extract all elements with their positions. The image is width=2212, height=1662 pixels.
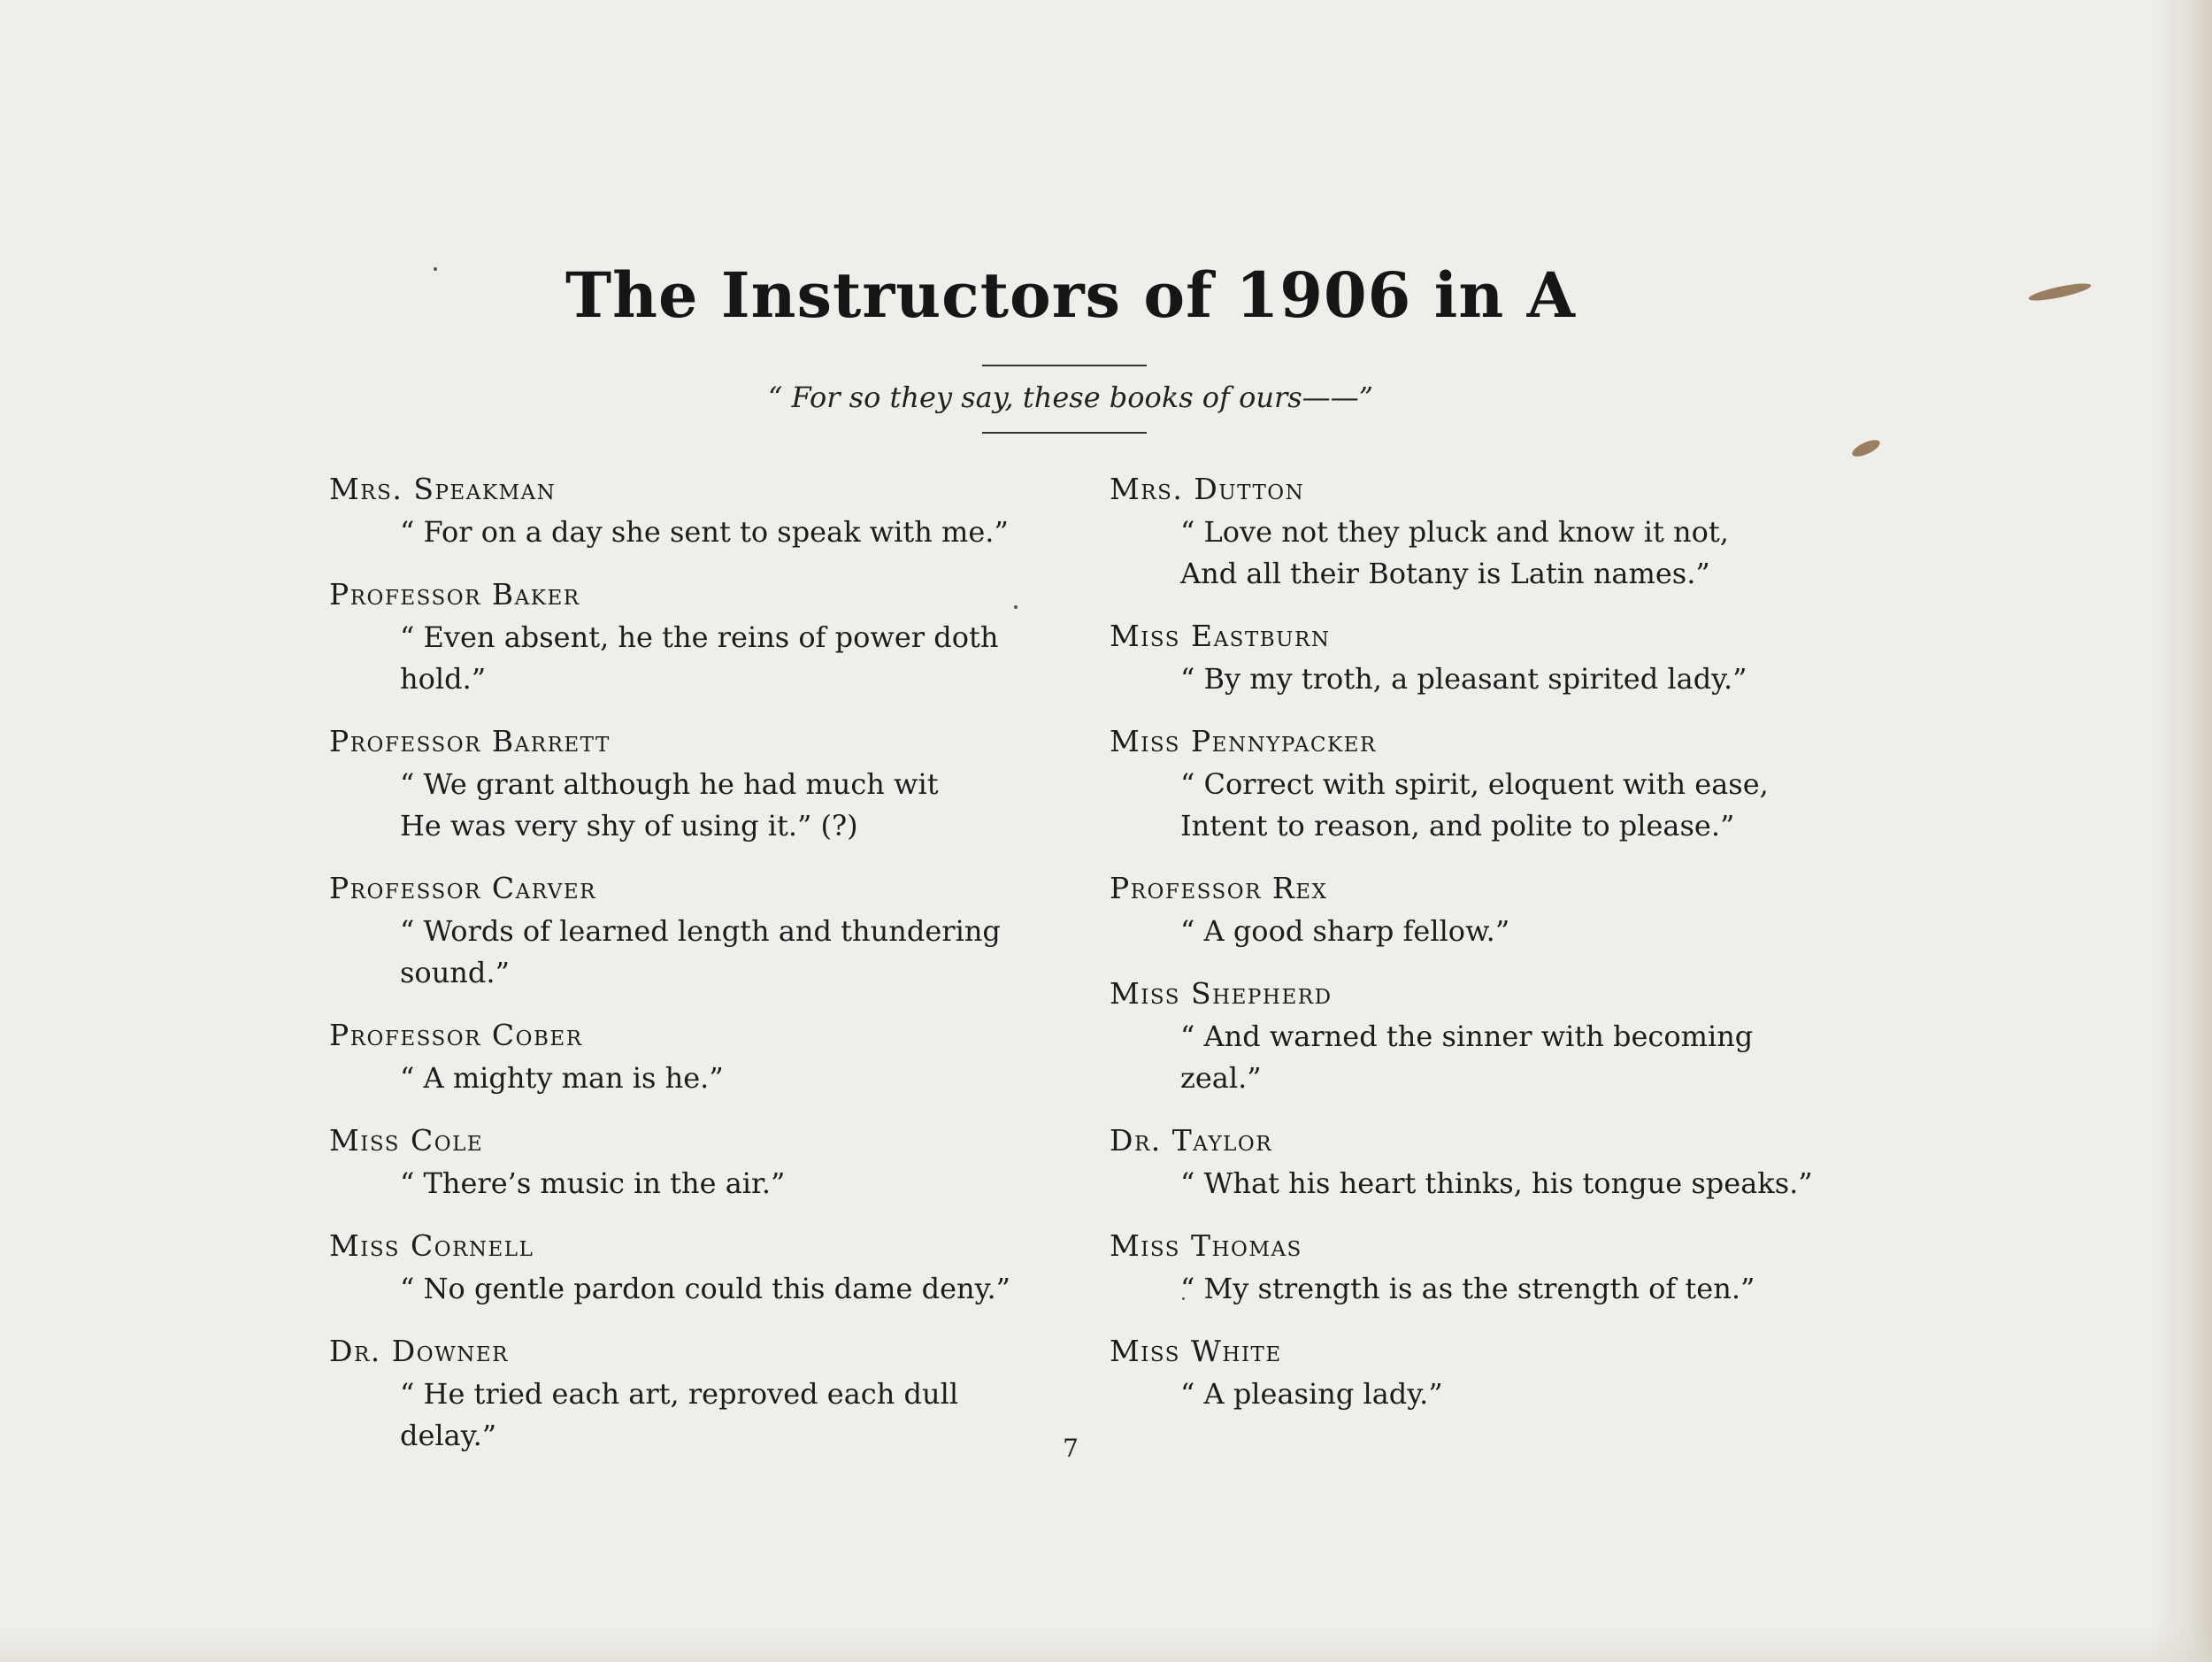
instructor-name: Miss Eastburn xyxy=(1110,619,1331,653)
title-rule-bottom xyxy=(982,432,1147,434)
instructor-quote: “ No gentle pardon could this dame deny.” xyxy=(400,1272,1010,1305)
instructor-name: Miss Cole xyxy=(329,1123,484,1158)
instructor-name: Mrs. Dutton xyxy=(1110,472,1305,506)
instructor-name: Dr. Taylor xyxy=(1110,1123,1273,1158)
instructor-quote: “ And warned the sinner with becoming zeal.” xyxy=(1180,1020,1754,1095)
instructor-entry xyxy=(329,1224,1037,1310)
instructor-quote: “ A good sharp fellow.” xyxy=(1180,914,1510,948)
instructor-entry xyxy=(1110,467,1817,595)
instructor-quote: “ By my troth, a pleasant spirited lady.” xyxy=(1180,662,1747,696)
page-edge-shadow xyxy=(2150,0,2212,1662)
instructor-name: Miss Cornell xyxy=(329,1228,534,1263)
instructor-quote: “ Words of learned length and thundering sound.” xyxy=(400,914,1001,989)
instructor-quote: “ Even absent, he the reins of power doth hold.” xyxy=(400,620,999,696)
instructor-quote: “ Correct with spirit, eloquent with ease, Intent to reason, and polite to please.” xyxy=(1180,767,1769,843)
instructor-entry xyxy=(1110,614,1817,700)
instructor-entry xyxy=(1110,1119,1817,1204)
instructor-entry xyxy=(329,467,1037,553)
title-rule-top xyxy=(982,365,1147,366)
instructor-name: Professor Carver xyxy=(329,871,596,905)
epigraph: “ For so they say, these books of ours——” xyxy=(767,381,1374,414)
instructor-name: Miss Pennypacker xyxy=(1110,724,1377,758)
right-column xyxy=(1110,467,1817,1435)
instructor-quote: “ A pleasing lady.” xyxy=(1180,1377,1443,1411)
instructor-entry xyxy=(329,1013,1037,1099)
instructor-name: Miss Shepherd xyxy=(1110,976,1333,1011)
instructor-entry xyxy=(329,866,1037,994)
paper-stain xyxy=(1850,436,1882,459)
instructor-quote: “ There’s music in the air.” xyxy=(400,1166,786,1200)
instructor-name: Professor Rex xyxy=(1110,871,1328,905)
instructor-entry xyxy=(329,573,1037,700)
instructor-name: Mrs. Speakman xyxy=(329,472,557,506)
instructor-quote: “ What his heart thinks, his tongue speaks.” xyxy=(1180,1166,1813,1200)
instructor-entry xyxy=(1110,1329,1817,1415)
page-title: The Instructors of 1906 in A xyxy=(565,258,1576,332)
left-column xyxy=(329,467,1037,1476)
instructor-name: Dr. Downer xyxy=(329,1334,509,1368)
instructor-entry xyxy=(329,1119,1037,1204)
instructor-name: Miss Thomas xyxy=(1110,1228,1302,1263)
instructor-quote: “ Love not they pluck and know it not, And all their Botany is Latin names.” xyxy=(1180,515,1729,590)
instructor-name: Miss White xyxy=(1110,1334,1282,1368)
instructor-quote: “ For on a day she sent to speak with me.” xyxy=(400,515,1009,549)
instructor-quote: “ We grant although he had much wit He was very shy of using it.” (?) xyxy=(400,767,939,843)
instructor-entry xyxy=(1110,972,1817,1099)
instructor-entry xyxy=(1110,1224,1817,1310)
page-bottom-shadow xyxy=(0,1627,2212,1662)
instructor-name: Professor Cober xyxy=(329,1018,583,1052)
instructor-quote: “ My strength is as the strength of ten.” xyxy=(1180,1272,1755,1305)
instructor-quote: “ A mighty man is he.” xyxy=(400,1061,724,1095)
instructor-quote: “ He tried each art, reproved each dull delay.” xyxy=(400,1377,959,1452)
instructor-entry xyxy=(329,719,1037,847)
instructor-name: Professor Baker xyxy=(329,577,580,612)
page-number: 7 xyxy=(1063,1434,1079,1463)
instructor-name: Professor Barrett xyxy=(329,724,611,758)
instructor-entry xyxy=(1110,866,1817,952)
instructor-entry xyxy=(1110,719,1817,847)
